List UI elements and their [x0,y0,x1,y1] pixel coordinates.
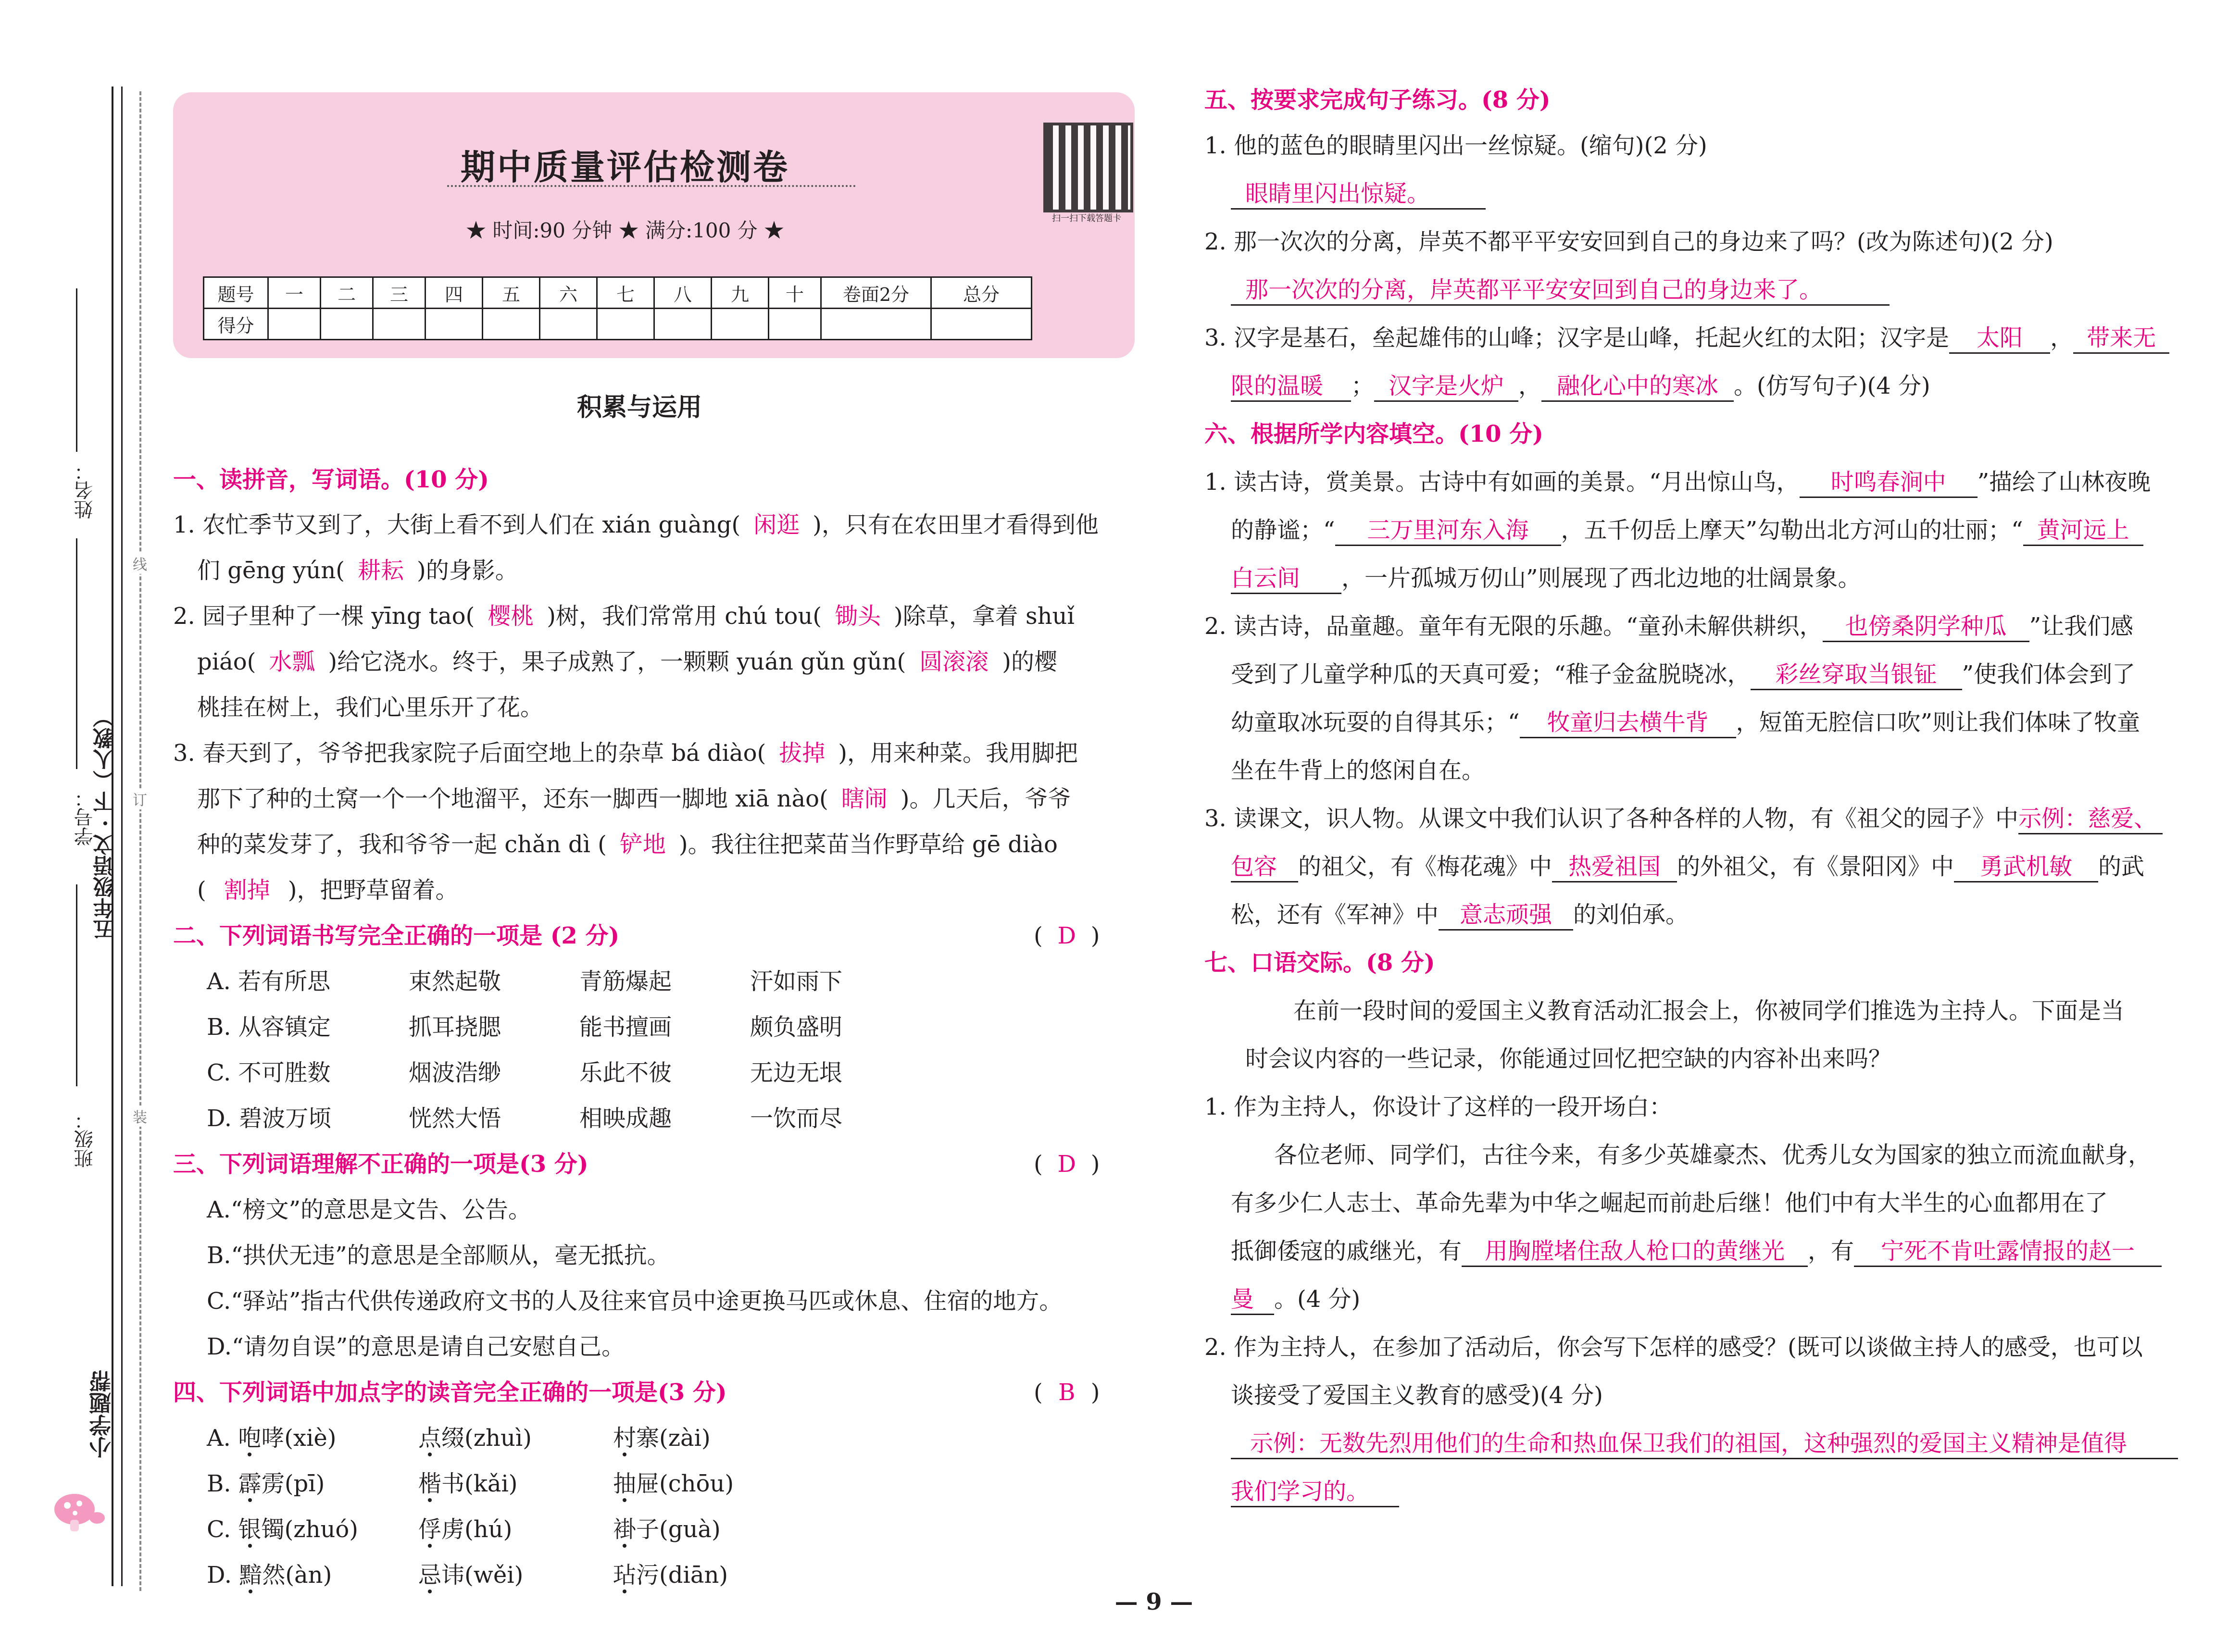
q5-s2: 2. 那一次次的分离，岸英不都平平安安回到自己的身边来了吗？(改为陈述句)(2 分) [1204,228,2053,255]
q7-heading: 七、口语交际。(8 分) [1204,949,1435,976]
q2-answer-bracket: ( D ) [1034,922,1100,949]
answer[interactable]: 樱桃 [488,603,534,630]
q5-a2-line [1231,275,1890,306]
q1-line: 3. 春天到了，爷爷把我家院子后面空地上的杂草 bá diào( 拔掉 )，用来种菜。我用脚把 [173,740,1078,767]
answer[interactable]: 示例：慈爱、 [2018,804,2163,834]
q5-s3-cont: 限的温暖 ； 汉字是火炉 ， 融化心中的寒冰 。(仿写句子)(4 分) [1231,372,1930,402]
binding-line-left-2 [121,87,123,1586]
grade-label: 五年级语文 · 下（人教） [93,707,118,940]
score-input-cell[interactable] [769,309,821,340]
name-label: 姓名： [74,461,96,519]
class-field-line [76,884,77,1086]
title-underline [447,185,856,187]
answer[interactable]: 黄河远上 [2023,516,2143,546]
score-input-cell[interactable] [712,309,769,340]
q5-s3: 3. 汉字是基石，垒起雄伟的山峰；汉字是山峰，托起火红的太阳；汉字是 太阳 ， 带来无 [1204,323,2169,354]
answer[interactable]: 彩丝穿取当银钲 [1751,660,1962,690]
answer[interactable]: 我们学习的。 [1231,1477,1399,1507]
q1-line: piáo( 水瓢 )给它浇水。终于，果子成熟了，一颗颗 yuán gǔn gǔn( 圆滚滚 )的樱 [197,648,1057,675]
answer[interactable]: D [1057,922,1076,949]
q5-heading: 五、按要求完成句子练习。(8 分) [1204,87,1551,113]
binding-char-xian: 线 [133,553,147,574]
answer[interactable]: 带来无 [2073,323,2169,354]
score-cell: 一 [268,277,321,309]
q6-line: 幼童取冰玩耍的自得其乐；“ 牧童归去横牛背 ，短笛无腔信口吹”则让我们体味了牧童 [1231,708,2140,738]
q6-line: 的静谧；“ 三万里河东入海 ，五千仞岳上摩天”勾勒出北方河山的壮丽；“ 黄河远上 [1231,516,2143,546]
q2-option-d: D. 碧波万顷 恍然大悟 相映成趣 一饮而尽 [207,1105,843,1132]
q2-option-c: C. 不可胜数 烟波浩缈 乐此不彼 无边无垠 [207,1059,843,1086]
q7-intro: 时会议内容的一些记录，你能通过回忆把空缺的内容补出来吗？ [1245,1045,1892,1072]
mushroom-logo-icon [53,1490,106,1533]
class-label: 班级： [74,1110,96,1168]
score-cell: 七 [597,277,654,309]
binding-char-ding: 订 [133,788,147,809]
q7-para: 曼 。(4 分) [1231,1285,1360,1315]
q6-line: 受到了儿童学种瓜的天真可爱；“稚子金盆脱晓冰， 彩丝穿取当银钲 ”使我们体会到了 [1231,660,2135,690]
answer[interactable]: 宁死不肯吐露情报的赵一 [1854,1237,2162,1267]
q7-a3-line [1231,1429,2178,1459]
score-table [203,276,1032,340]
answer[interactable]: 三万里河东入海 [1335,516,1561,546]
answer[interactable]: 水瓢 [269,648,315,675]
answer[interactable]: 白云间 [1231,564,1341,594]
score-input-cell[interactable] [268,309,321,340]
score-input-cell[interactable] [597,309,654,340]
answer[interactable]: D [1057,1151,1076,1178]
answer[interactable]: 限的温暖 [1231,372,1351,402]
q1-line: 那下了种的土窝一个一个地溜平，还东一脚西一脚地 xiā nào( 瞎闹 )。几天后，爷爷 [197,785,1071,812]
score-cell: 总分 [931,277,1032,309]
q3-option-a: A.“榜文”的意思是文告、公告。 [207,1196,532,1223]
q7-para: 抵御倭寇的戚继光，有 用胸膛堵住敌人枪口的黄继光 ，有 宁死不肯吐露情报的赵一 [1231,1237,2162,1267]
q1-line: ( 割掉 )，把野草留着。 [197,877,459,904]
answer[interactable]: 割掉 [224,877,270,904]
score-cell: 五 [483,277,540,309]
q6-line: 3. 读课文，识人物。从课文中我们认识了各种各样的人物，有《祖父的园子》中示例：慈爱、 [1204,804,2163,834]
name-field-line [76,288,77,452]
q6-line: 坐在牛背上的悠闲自在。 [1231,757,1485,784]
q1-line: 2. 园子里种了一棵 yīng tao( 樱桃 )树，我们常常用 chú tou( 锄头 )除草，拿着 shuǐ [173,603,1075,630]
score-input-cell[interactable] [426,309,483,340]
score-table-header-row [204,277,1032,309]
answer[interactable]: 包容 [1231,852,1298,882]
q1-line: 们 gēng yún( 耕耘 )的身影。 [197,557,518,584]
q2-option-b: B. 从容镇定 抓耳挠腮 能书擅画 颇负盛明 [207,1014,843,1041]
score-cell: 十 [769,277,821,309]
answer[interactable]: 曼 [1231,1285,1274,1315]
answer[interactable]: 拔掉 [779,740,826,767]
answer[interactable]: 也傍桑阴学种瓜 [1823,612,2029,642]
q6-line: 白云间 ，一片孤城万仞山”则展现了西北边地的壮阔景象。 [1231,564,1861,594]
q1-heading: 一、读拼音，写词语。(10 分) [173,466,489,493]
q4-answer-bracket: ( B ) [1034,1379,1100,1406]
q1-line: 桃挂在树上，我们心里乐开了花。 [197,694,544,721]
answer[interactable]: 圆滚滚 [919,648,989,675]
score-cell: 卷面2分 [821,277,931,309]
q7-para: 有多少仁人志士、革命先辈为中华之崛起而前赴后继！他们中有大半生的心血都用在了 [1231,1190,2108,1217]
id-field-line [76,538,77,769]
q6-line: 1. 读古诗，赏美景。古诗中有如画的美景。“月出惊山鸟， 时鸣春涧中 ”描绘了山林夜晚 [1204,468,2151,498]
answer[interactable]: 锄头 [835,603,881,630]
score-cell: 八 [654,277,712,309]
score-table-input-row [204,309,1032,340]
brand-label: 小学题帮 [88,1370,114,1458]
q3-option-c: C.“驿站”指古代供传递政府文书的人及往来官员中途更换马匹或休息、住宿的地方。 [207,1288,1063,1315]
q3-heading: 三、下列词语理解不正确的一项是(3 分) [173,1151,588,1178]
q6-line: 包容 的祖父，有《梅花魂》中 热爱祖国 的外祖父，有《景阳冈》中 勇武机敏 的武 [1231,852,2144,882]
answer[interactable]: 融化心中的寒冰 [1541,372,1734,402]
section-title: 积累与运用 [576,393,702,422]
q7-s1: 1. 作为主持人，你设计了这样的一段开场白： [1204,1093,1673,1120]
answer[interactable]: 牧童归去横牛背 [1520,708,1736,738]
score-cell: 三 [373,277,426,309]
q2-heading: 二、下列词语书写完全正确的一项是 (2 分) [173,922,620,949]
q4-option-b: B. 霹雳(pī) 楷书(kǎi) 抽屉(chōu) [207,1470,734,1497]
binding-char-zhuang: 装 [133,1105,147,1127]
score-input-cell[interactable] [540,309,597,340]
id-label: 学号： [74,788,96,846]
q7-para: 各位老师、同学们，古往今来，有多少英雄豪杰、优秀儿女为国家的独立而流血献身， [1274,1142,2152,1168]
q4-option-a: A. 咆哮(xiè) 点缀(zhuì) 村寨(zài) [207,1425,711,1452]
q7-s2: 2. 作为主持人，在参加了活动后，你会写下怎样的感受？(既可以谈做主持人的感受，也可以 [1204,1334,2143,1361]
score-cell: 四 [426,277,483,309]
q7-s2: 谈接受了爱国主义教育的感受)(4 分) [1231,1382,1603,1409]
q7-a3-line [1231,1477,1399,1507]
score-input-cell[interactable] [931,309,1032,340]
answer[interactable]: 时鸣春涧中 [1800,468,1978,498]
page-title: 期中质量评估检测卷 [460,147,789,187]
q5-a1-line [1231,179,1486,210]
binding-dashed-line [139,91,141,1591]
answer[interactable]: 汉字是火炉 [1374,372,1518,402]
answer[interactable]: 示例：无数先烈用他们的生命和热血保卫我们的祖国，这种强烈的爱国主义精神是值得 [1231,1429,2178,1459]
q3-option-d: D.“请勿自误”的意思是请自己安慰自己。 [207,1333,625,1360]
answer[interactable]: 那一次次的分离，岸英都平平安安回到自己的身边来了。 [1231,275,1890,306]
score-row-label: 得分 [204,309,268,340]
score-cell: 六 [540,277,597,309]
score-cell: 九 [712,277,769,309]
answer[interactable]: 热爱祖国 [1552,852,1677,882]
answer[interactable]: 耕耘 [357,557,404,584]
qr-caption: 扫一扫下载答题卡 [1052,213,1121,224]
q1-line: 1. 农忙季节又到了，大街上看不到人们在 xián guàng( 闲逛 )，只有在农田里才看得到他 [173,511,1099,538]
answer[interactable]: 闲逛 [753,511,800,538]
q6-heading: 六、根据所学内容填空。(10 分) [1204,421,1543,447]
answer[interactable]: 铲地 [619,831,666,858]
q4-heading: 四、下列词语中加点字的读音完全正确的一项是(3 分) [173,1379,727,1406]
score-input-cell[interactable] [821,309,931,340]
q5-s1: 1. 他的蓝色的眼睛里闪出一丝惊疑。(缩句)(2 分) [1204,132,1707,159]
answer[interactable]: 太阳 [1949,323,2050,354]
score-input-cell[interactable] [654,309,712,340]
answer[interactable]: 意志顽强 [1439,900,1573,931]
answer[interactable]: 勇武机敏 [1954,852,2098,882]
q6-line: 2. 读古诗，品童趣。童年有无限的乐趣。“童孙未解供耕织， 也傍桑阴学种瓜 ”让我们感 [1204,612,2133,642]
answer[interactable]: 用胸膛堵住敌人枪口的黄继光 [1462,1237,1808,1267]
qr-code-icon[interactable] [1043,123,1133,212]
score-cell: 题号 [204,277,268,309]
score-input-cell[interactable] [321,309,373,340]
q3-option-b: B.“拱伏无违”的意思是全部顺从，毫无抵抗。 [207,1242,670,1269]
q2-option-a: A. 若有所思 束然起敬 青筋爆起 汗如雨下 [207,968,843,995]
score-input-cell[interactable] [483,309,540,340]
answer[interactable]: 瞎闹 [841,785,888,812]
answer[interactable]: B [1058,1379,1076,1406]
q6-line: 松，还有《军神》中 意志顽强 的刘伯承。 [1231,900,1689,931]
score-cell: 二 [321,277,373,309]
answer[interactable]: 眼睛里闪出惊疑。 [1231,179,1486,210]
q4-option-d: D. 黯然(àn) 忌讳(wěi) 玷污(diān) [207,1562,728,1589]
page-number: — 9 — [1114,1589,1193,1615]
q4-option-c: C. 银镯(zhuó) 俘虏(hú) 褂子(guà) [207,1516,721,1543]
exam-info: ★ 时间:90 分钟 ★ 满分:100 分 ★ [465,219,784,242]
q3-answer-bracket: ( D ) [1034,1151,1100,1178]
q7-intro: 在前一段时间的爱国主义教育活动汇报会上，你被同学们推选为主持人。下面是当 [1293,997,2125,1024]
score-input-cell[interactable] [373,309,426,340]
q1-line: 种的菜发芽了，我和爷爷一起 chǎn dì ( 铲地 )。我往往把菜苗当作野草给 gē diào [197,831,1058,858]
